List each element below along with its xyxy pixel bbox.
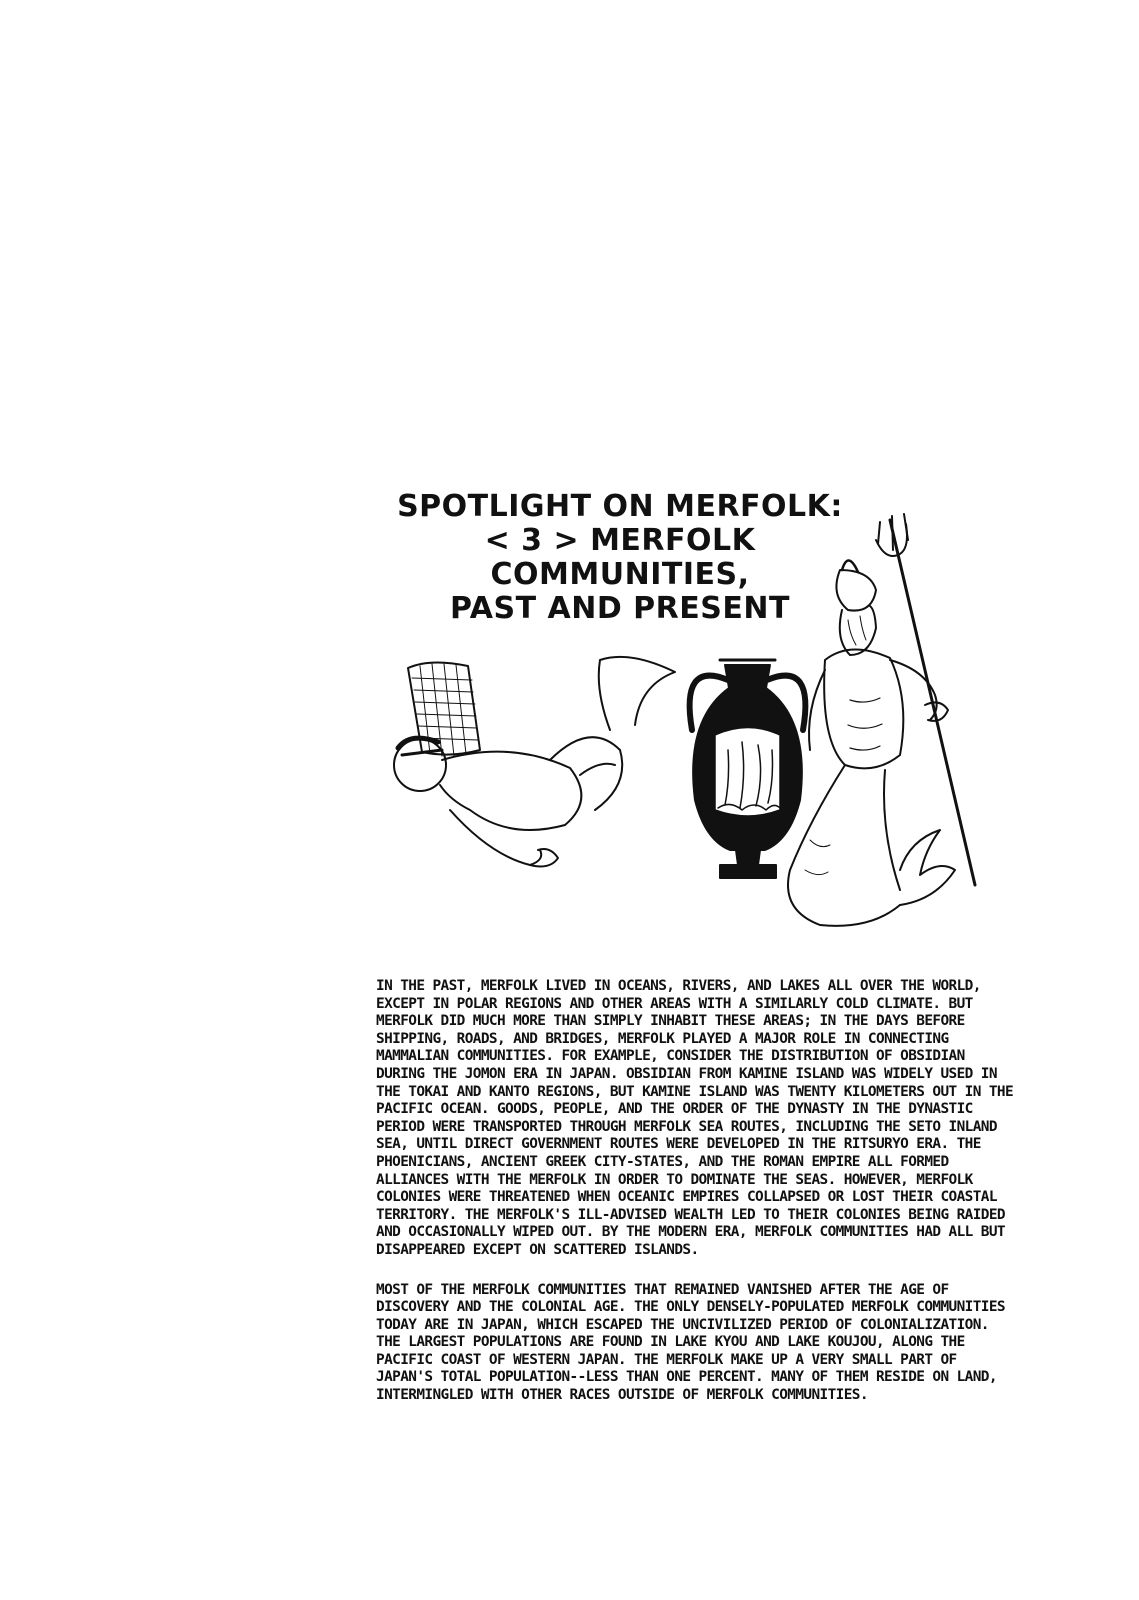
woven-basket	[408, 662, 480, 754]
article-body	[376, 978, 1016, 1427]
title-line-2: < 3 > MERFOLK COMMUNITIES,	[484, 523, 756, 592]
merfolk-illustration	[380, 510, 1000, 940]
merman-tail	[550, 737, 622, 810]
title-line-3: PAST AND PRESENT	[450, 591, 790, 626]
paragraph-1: IN THE PAST, MERFOLK LIVED IN OCEANS, RIVERS, AND LAKES ALL OVER THE WORLD, EXCEPT IN POLAR REGIONS AND OTHER AREAS WITH A SIMILARLY COLD CLIMATE. BUT MERFOLK DID MUCH MORE THAN SIMPLY INHABIT THESE AREAS; IN THE DAYS BEFORE SHIPPING, ROADS, AND BRIDGES, MERFOLK PLAYED A MAJOR ROLE IN CONNECTING MAMMALIAN COMMUNITIES. FOR EXAMPLE, CONSIDER THE DISTRIBUTION OF OBSIDIAN DURING THE JOMON ERA IN JAPAN. OBSIDIAN FROM KAMINE ISLAND WAS WIDELY USED IN THE TOKAI AND KANTO REGIONS, BUT KAMINE ISLAND WAS TWENTY KILOMETERS OUT IN THE PACIFIC OCEAN. GOODS, PEOPLE, AND THE ORDER OF THE DYNASTY IN THE DYNASTIC PERIOD WERE TRANSPORTED THROUGH MERFOLK SEA ROUTES, INCLUDING THE SETO INLAND SEA, UNTIL DIRECT GOVERNMENT ROUTES WERE DEVELOPED IN THE RITSURYO ERA. THE PHOENICIANS, ANCIENT GREEK CITY-STATES, AND THE ROMAN EMPIRE ALL FORMED ALLIANCES WITH THE MERFOLK IN ORDER TO DOMINATE THE SEAS. HOWEVER, MERFOLK COLONIES WERE THREATENED WHEN OCEANIC EMPIRES COLLAPSED OR LOST THEIR COASTAL TERRITORY. THE MERFOLK'S ILL-ADVISED WEALTH LED TO THEIR COLONIES BEING RAIDED AND OCCASIONALLY WIPED OUT. BY THE MODERN ERA, MERFOLK COMMUNITIES HAD ALL BUT DISAPPEARED EXCEPT ON SCATTERED ISLANDS.	[376, 978, 1014, 1258]
merman-torso	[440, 752, 581, 830]
greek-amphora	[690, 660, 806, 878]
title-line-1: SPOTLIGHT ON MERFOLK:	[397, 489, 843, 524]
swimming-merman-figure	[394, 657, 675, 867]
trident-merman-figure	[788, 514, 975, 926]
paragraph-2: MOST OF THE MERFOLK COMMUNITIES THAT REMAINED VANISHED AFTER THE AGE OF DISCOVERY AND THE COLONIAL AGE. THE ONLY DENSELY-POPULATED MERFOLK COMMUNITIES TODAY ARE IN JAPAN, WHICH ESCAPED THE UNCIVILIZED PERIOD OF COLONIALIZATION. THE LARGEST POPULATIONS ARE FOUND IN LAKE KYOU AND LAKE KOUJOU, ALONG THE PACIFIC COAST OF WESTERN JAPAN. THE MERFOLK MAKE UP A VERY SMALL PART OF JAPAN'S TOTAL POPULATION--LESS THAN ONE PERCENT. MANY OF THEM RESIDE ON LAND, INTERMINGLED WITH OTHER RACES OUTSIDE OF MERFOLK COMMUNITIES.	[376, 1281, 1005, 1404]
